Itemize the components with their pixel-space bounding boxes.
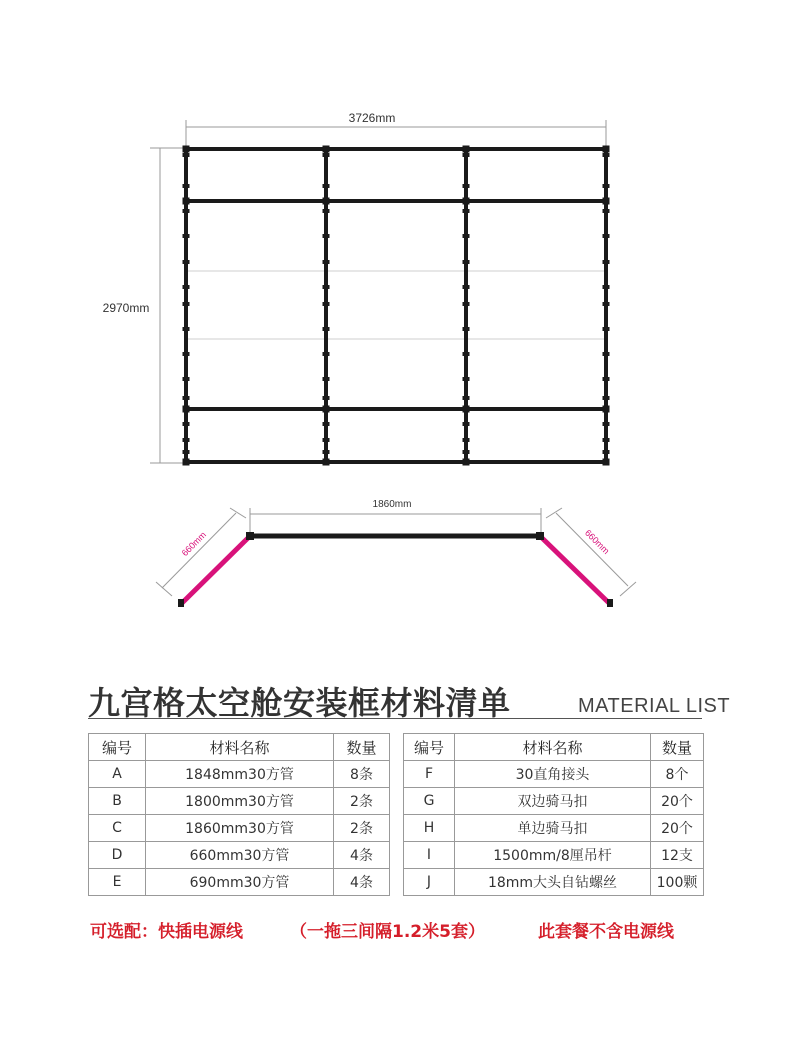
header-material: 材料名称	[146, 734, 334, 761]
joint-marker	[183, 260, 190, 264]
joint-marker	[323, 146, 330, 153]
row-quantity: 20个	[651, 788, 704, 815]
joint-marker	[463, 422, 470, 426]
joint-marker	[463, 450, 470, 454]
row-quantity: 8条	[334, 761, 390, 788]
header-code: 编号	[89, 734, 146, 761]
row-material: 1500mm/8厘吊杆	[455, 842, 651, 869]
header-quantity: 数量	[334, 734, 390, 761]
row-quantity: 4条	[334, 842, 390, 869]
joint-marker	[463, 377, 470, 381]
table-row	[404, 869, 704, 896]
footnote-note: 此套餐不含电源线	[538, 922, 674, 942]
joint-marker	[603, 459, 610, 466]
row-code: B	[89, 788, 146, 815]
row-quantity: 2条	[334, 788, 390, 815]
joint-marker	[183, 422, 190, 426]
height-dimension	[150, 148, 186, 463]
plan-view	[178, 529, 613, 607]
row-quantity: 8个	[651, 761, 704, 788]
row-code: D	[89, 842, 146, 869]
title-en: MATERIAL LIST	[578, 695, 731, 717]
plan-left-label: 660mm	[179, 529, 209, 559]
table-row	[404, 815, 704, 842]
joint-marker	[323, 352, 330, 356]
joint-marker	[603, 260, 610, 264]
joint-marker	[603, 234, 610, 238]
joint-marker	[463, 352, 470, 356]
row-material: 1860mm30方管	[146, 815, 334, 842]
joint-marker	[603, 302, 610, 306]
row-code: H	[404, 815, 455, 842]
material-list-title	[88, 678, 731, 722]
joint-marker	[323, 377, 330, 381]
frame-joints	[183, 146, 610, 466]
header-material: 材料名称	[455, 734, 651, 761]
joint-marker	[463, 396, 470, 400]
row-code: J	[404, 869, 455, 896]
guide-lines	[186, 271, 606, 339]
joint-marker	[603, 450, 610, 454]
joint-marker	[323, 184, 330, 188]
joint-marker	[463, 260, 470, 264]
joint-marker	[323, 422, 330, 426]
row-material: 660mm30方管	[146, 842, 334, 869]
joint-marker	[463, 234, 470, 238]
plan-right-cap	[607, 599, 613, 607]
header-code: 编号	[404, 734, 455, 761]
joint-marker	[463, 302, 470, 306]
joint-marker	[603, 146, 610, 153]
plan-left-joint	[246, 532, 254, 540]
joint-marker	[323, 153, 330, 157]
height-label: 2970mm	[102, 301, 150, 315]
joint-marker	[603, 422, 610, 426]
joint-marker	[463, 146, 470, 153]
width-dimension	[186, 120, 606, 147]
table-row	[404, 761, 704, 788]
row-code: C	[89, 815, 146, 842]
joint-marker	[463, 438, 470, 442]
joint-marker	[603, 285, 610, 289]
table-header-row	[404, 734, 704, 761]
frame-outer	[186, 149, 606, 462]
joint-marker	[463, 459, 470, 466]
joint-marker	[323, 450, 330, 454]
row-code: E	[89, 869, 146, 896]
row-material: 690mm30方管	[146, 869, 334, 896]
joint-marker	[603, 153, 610, 157]
joint-marker	[603, 352, 610, 356]
table-row	[404, 788, 704, 815]
joint-marker	[463, 184, 470, 188]
footnote-optional: 可选配：快插电源线	[90, 922, 243, 942]
joint-marker	[323, 438, 330, 442]
joint-marker	[183, 438, 190, 442]
row-quantity: 2条	[334, 815, 390, 842]
joint-marker	[603, 209, 610, 213]
joint-marker	[183, 377, 190, 381]
table-row	[404, 842, 704, 869]
title-cn: 九宫格太空舱安装框材料清单	[88, 684, 511, 722]
joint-marker	[323, 260, 330, 264]
joint-marker	[323, 406, 330, 413]
plan-right-label: 660mm	[582, 527, 612, 557]
footnote-detail: （一拖三间隔1.2米5套）	[290, 922, 485, 942]
row-code: F	[404, 761, 455, 788]
joint-marker	[183, 184, 190, 188]
row-code: G	[404, 788, 455, 815]
joint-marker	[603, 198, 610, 205]
joint-marker	[463, 209, 470, 213]
joint-marker	[183, 285, 190, 289]
joint-marker	[183, 234, 190, 238]
joint-marker	[183, 459, 190, 466]
row-material: 双边骑马扣	[455, 788, 651, 815]
joint-marker	[603, 396, 610, 400]
joint-marker	[183, 153, 190, 157]
joint-marker	[323, 234, 330, 238]
table-row	[89, 788, 390, 815]
row-material: 1848mm30方管	[146, 761, 334, 788]
plan-middle-label: 1860mm	[372, 499, 412, 510]
joint-marker	[463, 406, 470, 413]
joint-marker	[183, 146, 190, 153]
joint-marker	[183, 327, 190, 331]
joint-marker	[323, 198, 330, 205]
row-material: 1800mm30方管	[146, 788, 334, 815]
title-underline	[88, 718, 702, 719]
row-quantity: 20个	[651, 815, 704, 842]
joint-marker	[463, 327, 470, 331]
row-quantity: 4条	[334, 869, 390, 896]
material-table-left	[88, 733, 390, 896]
joint-marker	[463, 153, 470, 157]
joint-marker	[323, 396, 330, 400]
joint-marker	[463, 198, 470, 205]
joint-marker	[323, 327, 330, 331]
header-quantity: 数量	[651, 734, 704, 761]
joint-marker	[183, 302, 190, 306]
joint-marker	[183, 352, 190, 356]
frame-grid	[186, 149, 606, 462]
joint-marker	[603, 406, 610, 413]
joint-marker	[463, 285, 470, 289]
joint-marker	[183, 198, 190, 205]
row-code: A	[89, 761, 146, 788]
joint-marker	[603, 377, 610, 381]
row-material: 18mm大头自钻螺丝	[455, 869, 651, 896]
row-material: 30直角接头	[455, 761, 651, 788]
joint-marker	[603, 327, 610, 331]
joint-marker	[603, 438, 610, 442]
plan-left-cap	[178, 599, 184, 607]
table-row	[89, 869, 390, 896]
row-quantity: 12支	[651, 842, 704, 869]
row-material: 单边骑马扣	[455, 815, 651, 842]
joint-marker	[183, 450, 190, 454]
plan-right-joint	[536, 532, 544, 540]
width-label: 3726mm	[348, 111, 396, 125]
joint-marker	[323, 459, 330, 466]
joint-marker	[323, 285, 330, 289]
joint-marker	[183, 396, 190, 400]
joint-marker	[603, 184, 610, 188]
table-row	[89, 815, 390, 842]
joint-marker	[323, 302, 330, 306]
table-row	[89, 761, 390, 788]
material-table-right	[403, 733, 704, 896]
plan-dimension	[156, 508, 636, 596]
joint-marker	[183, 406, 190, 413]
joint-marker	[183, 209, 190, 213]
row-quantity: 100颗	[651, 869, 704, 896]
table-row	[89, 842, 390, 869]
joint-marker	[323, 209, 330, 213]
row-code: I	[404, 842, 455, 869]
table-header-row	[89, 734, 390, 761]
